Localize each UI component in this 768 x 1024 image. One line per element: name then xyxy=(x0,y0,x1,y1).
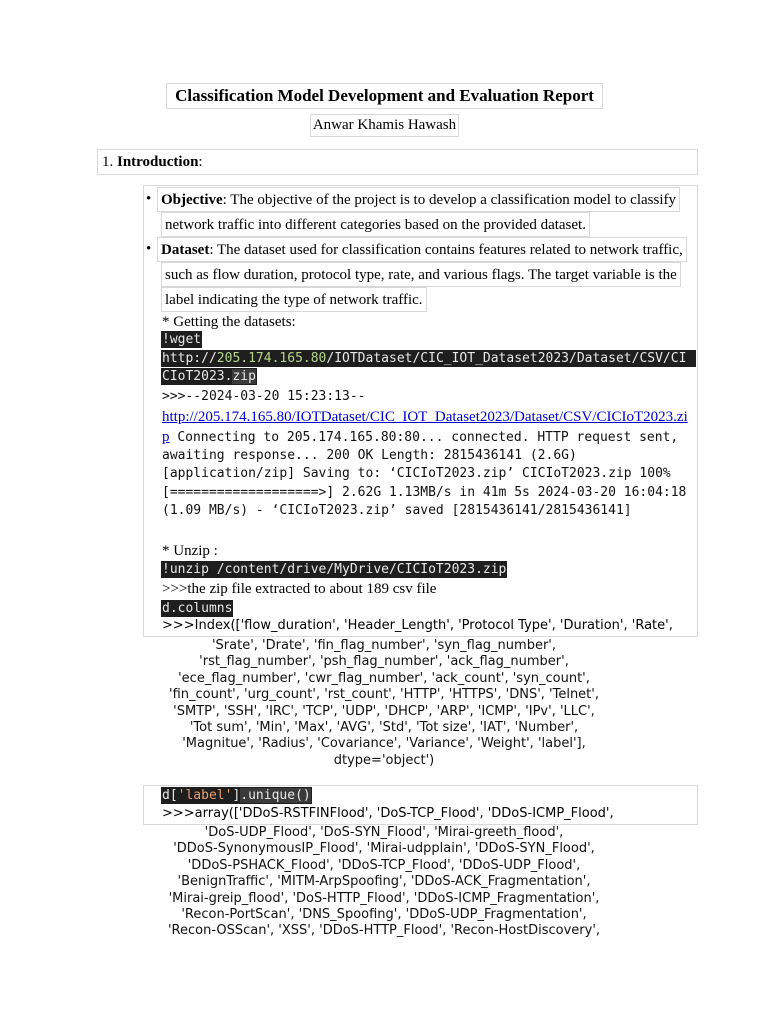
dataset-term: Dataset xyxy=(161,242,210,258)
wget-url-line-2 xyxy=(161,368,257,385)
columns-line: 'ece_flag_number', 'cwr_flag_number', 'ack_count', 'syn_count', xyxy=(178,670,590,686)
url-ip: 205.174.165.80 xyxy=(216,351,327,366)
unique-line: 'DoS-UDP_Flood', 'DoS-SYN_Flood', 'Mirai-greeth_flood', xyxy=(204,825,564,840)
unzip-result: >>>the zip file extracted to about 189 csv file xyxy=(162,581,437,597)
unique-output-first: >>>array(['DDoS-RSTFINFlood', 'DoS-TCP_Flood', 'DDoS-ICMP_Flood', xyxy=(162,806,614,821)
section-colon: : xyxy=(198,154,203,170)
url-ext: zip xyxy=(232,369,256,384)
wget-log-line-1 xyxy=(162,428,678,447)
section-introduction-heading xyxy=(97,149,698,175)
columns-line: 'Magnitue', 'Radius', 'Covariance', 'Variance', 'Weight', 'label'], xyxy=(182,736,586,752)
unique-line: 'Recon-PortScan', 'DNS_Spoofing', 'DDoS-UDP_Fragmentation', xyxy=(181,907,587,923)
url-file: CIoT2023. xyxy=(162,369,233,384)
unique-cmd-b: ] xyxy=(232,788,241,803)
columns-output-first: >>>Index(['flow_duration', 'Header_Length', 'Protocol Type', 'Duration', 'Rate', xyxy=(162,618,673,633)
columns-line: 'SMTP', 'SSH', 'IRC', 'TCP', 'UDP', 'DHCP', 'ARP', 'ICMP', 'IPv', 'LLC', xyxy=(173,703,595,719)
columns-line: 'Tot sum', 'Min', 'Max', 'AVG', 'Std', 'Tot size', 'IAT', 'Number', xyxy=(189,720,579,736)
unique-output-list xyxy=(0,825,768,940)
objective-text-2: network traffic into different categories based on the provided dataset. xyxy=(165,217,586,233)
wget-output-timestamp: >>>--2024-03-20 15:23:13-- xyxy=(162,389,366,404)
columns-line: 'fin_count', 'urg_count', 'rst_count', 'HTTP', 'HTTPS', 'DNS', 'Telnet', xyxy=(169,687,599,703)
dataset-download-link-end[interactable]: p xyxy=(162,429,170,445)
dataset-line-3 xyxy=(161,287,427,312)
unique-line: 'Recon-OSScan', 'XSS', 'DDoS-HTTP_Flood', 'Recon-HostDiscovery', xyxy=(167,923,601,939)
unique-line: 'DDoS-PSHACK_Flood', 'DDoS-TCP_Flood', 'DDoS-UDP_Flood', xyxy=(187,857,581,873)
wget-log-line-3: [application/zip] Saving to: ‘CICIoT2023.zip’ CICIoT2023.zip 100% xyxy=(162,466,671,481)
unique-line: 'DDoS-SynonymousIP_Flood', 'Mirai-udpplain', 'DDoS-SYN_Flood', xyxy=(173,841,595,857)
dataset-line-1 xyxy=(157,237,687,262)
unzip-command: !unzip /content/drive/MyDrive/CICIoT2023.zip xyxy=(162,562,507,577)
section-number: 1. xyxy=(102,154,114,170)
dataset-text-1: : The dataset used for classification contains features related to network traffic, xyxy=(209,242,683,258)
objective-term: Objective xyxy=(161,192,223,208)
unique-line: 'BenignTraffic', 'MITM-ArpSpoofing', 'DDoS-ACK_Fragmentation', xyxy=(177,874,591,890)
bullet-marker: • xyxy=(146,191,152,207)
wget-url-line xyxy=(161,350,696,367)
wget-log-line-5: (1.09 MB/s) - ‘CICIoT2023.zip’ saved [2815436141/2815436141] xyxy=(162,503,632,518)
url-prefix: http:// xyxy=(162,351,217,366)
getting-datasets-heading: * Getting the datasets: xyxy=(162,314,296,330)
unique-command xyxy=(161,787,312,804)
columns-line: 'rst_flag_number', 'psh_flag_number', 'ack_flag_number', xyxy=(199,654,569,670)
wget-log-line-2: awaiting response... 200 OK Length: 2815436141 (2.6G) xyxy=(162,448,577,463)
wget-log-text-1: Connecting to 205.174.165.80:80... connected. HTTP request sent, xyxy=(169,430,679,445)
columns-output-list xyxy=(0,638,768,769)
columns-line: dtype='object') xyxy=(333,752,435,768)
dataset-text-2: such as flow duration, protocol type, rate, and various flags. The target variable is the xyxy=(165,267,677,283)
section-label: Introduction xyxy=(117,154,199,170)
objective-text-1: : The objective of the project is to develop a classification model to classify xyxy=(222,192,676,208)
dataset-download-link[interactable]: http://205.174.165.80/IOTDataset/CIC_IOT_Dataset2023/Dataset/CSV/CICIoT2023.zi xyxy=(162,409,688,425)
wget-log-line-4: [===================>] 2.62G 1.13MB/s in 41m 5s 2024-03-20 16:04:18 xyxy=(162,485,687,500)
dataset-line-2 xyxy=(161,262,681,287)
bullet-marker: • xyxy=(146,241,152,257)
unzip-heading: * Unzip : xyxy=(162,543,218,559)
url-path: /IOTDataset/CIC_IOT_Dataset2023/Dataset/CSV/CI xyxy=(326,351,687,366)
author-name: Anwar Khamis Hawash xyxy=(310,114,459,137)
objective-line-1 xyxy=(157,187,680,212)
dataset-text-3: label indicating the type of network traffic. xyxy=(165,292,423,308)
unique-cmd-c: .unique() xyxy=(240,788,311,803)
document-title: Classification Model Development and Evaluation Report xyxy=(166,83,603,109)
wget-command: !wget xyxy=(162,332,202,347)
unique-cmd-a: d[ xyxy=(162,788,178,803)
columns-command: d.columns xyxy=(162,601,233,616)
unique-cmd-str: 'label' xyxy=(177,788,233,803)
unique-line: 'Mirai-greip_flood', 'DoS-HTTP_Flood', 'DDoS-ICMP_Fragmentation', xyxy=(168,890,600,906)
objective-line-2 xyxy=(161,212,590,237)
columns-line: 'Srate', 'Drate', 'fin_flag_number', 'syn_flag_number', xyxy=(211,638,556,653)
